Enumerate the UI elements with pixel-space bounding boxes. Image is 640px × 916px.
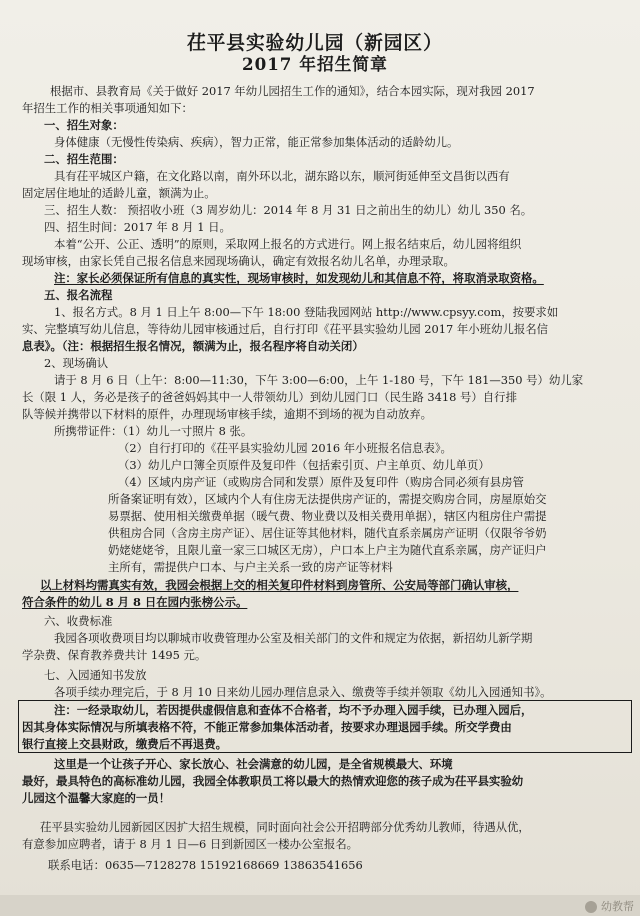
body-line: 请于 8 月 6 日（上午：8:00—11:30，下午 3:00—6:00，上午 1-180 号，下午 181—350 号）幼儿家 [54, 373, 584, 387]
body-line: 具有茌平城区户籍，在文化路以南，南外环以北，湖东路以东，顺河街延伸至文昌街以西有 [54, 169, 510, 183]
contact-phones: 联系电话：0635—7128278 15192168669 13863541656 [48, 858, 363, 872]
body-line: 我园各项收费项目均以聊城市收费管理办公室及相关部门的文件和规定为依据，新招幼儿新学期 [54, 631, 533, 645]
closing-line: 这里是一个让孩子开心、家长放心、社会满意的幼儿园，是全省规模最大、环境 [54, 757, 453, 771]
section-heading-2: 二、招生范围： [44, 152, 124, 166]
verification-line: 以上材料均需真实有效，我园会根据上交的相关复印件材料到房管所、公安局等部门确认审核， [40, 578, 519, 592]
body-line: 固定居住地址的适龄儿童，额满为止。 [22, 186, 216, 200]
notice-box-line: 注：一经录取幼儿，若因提供虚假信息和查体不合格者，均不予办理入园手续，已办理入园后， [54, 703, 533, 717]
body-line: 1、报名方式。8 月 1 日上午 8:00—下午 18:00 登陆我园网站 http://www.cpsyy.com，按要求如 [54, 305, 559, 319]
intro-line-1: 根据市、县教育局《关于做好 2017 年幼儿园招生工作的通知》，结合本园实际，现对我园 2017 [50, 84, 535, 98]
section-heading-6: 六、收费标准 [44, 614, 113, 628]
body-line: 实、完整填写幼儿信息，等待幼儿园审核通过后，自行打印《茌平县实验幼儿园 2017 年小班幼儿报名信 [22, 322, 549, 336]
section-heading-3: 三、招生人数： 预招收小班（3 周岁幼儿：2014 年 8 月 31 日之前出生的幼儿）幼儿 350 名。 [44, 203, 533, 217]
body-line: 身体健康（无慢性传染病、疾病），智力正常，能正常参加集体活动的适龄幼儿。 [54, 135, 459, 149]
section-heading-1: 一、招生对象： [44, 118, 124, 132]
materials-line: 主所有，需提供户口本、与户主关系一致的房产证等材料 [108, 560, 393, 574]
document-subtitle: 2017 年招生简章 [241, 55, 388, 75]
materials-line: （3）幼儿户口簿全页原件及复印件（包括索引页、户主单页、幼儿单页） [118, 458, 490, 472]
materials-line: 易票据、使用相关缴费单据（暖气费、物业费以及相关费用单据），辖区内租房住户需提 [108, 509, 547, 523]
materials-line: 奶姥姥姥爷，且限儿童一家三口城区无房），户口本上户主为随代直系亲属，房产证归户 [108, 543, 547, 557]
materials-line: 所备案证明有效），区域内个人有住房无法提供房产证的，需提交购房合同，房屋原始交 [108, 492, 547, 506]
recruitment-line: 有意参加应聘者，请于 8 月 1 日—6 日到新园区一楼办公室报名。 [22, 837, 359, 851]
materials-line: （2）自行打印的《茌平县实验幼儿园 2016 年小班报名信息表》。 [118, 441, 452, 455]
section-heading-5: 五、报名流程 [44, 288, 113, 302]
closing-line: 最好，最具特色的高标准幼儿园，我园全体教职员工将以最大的热情欢迎您的孩子成为茌平县实验幼 [22, 774, 524, 788]
watermark-logo-icon [585, 901, 597, 913]
closing-line: 儿园这个温馨大家庭的一员！ [22, 791, 171, 805]
body-line: 各项手续办理完后，于 8 月 10 日来幼儿园办理信息录入、缴费等手续并领取《幼儿入园通知书》。 [54, 685, 552, 699]
watermark-text: 幼教帮 [601, 900, 634, 913]
section-heading-7: 七、入园通知书发放 [44, 668, 147, 682]
subheading: 2、现场确认 [44, 356, 109, 370]
materials-line: （4）区域内房产证（或购房合同和发票）原件及复印件（购房合同必须有县房管 [118, 475, 524, 489]
notice-line: 注：家长必须保证所有信息的真实性，现场审核时，如发现幼儿和其信息不符，将取消录取资格。 [54, 271, 544, 285]
watermark [585, 898, 634, 914]
notice-box-line: 银行直接上交县财政，缴费后不再退费。 [22, 737, 228, 751]
body-line: 队等候并携带以下材料的原件，办理现场审核手续，逾期不到场的视为自动放弃。 [22, 407, 433, 421]
document-title: 茌平县实验幼儿园（新园区） [186, 32, 443, 54]
recruitment-line: 茌平县实验幼儿园新园区因扩大招生规模，同时面向社会公开招聘部分优秀幼儿教师，待遇从优， [40, 820, 530, 834]
body-line: 息表》。（注：根据招生报名情况，额满为止，报名程序将自动关闭） [22, 339, 364, 353]
body-line: 现场审核，由家长凭自己报名信息来园现场确认，确定有效报名幼儿名单，办理录取。 [22, 254, 455, 268]
notice-box-line: 因其身体实际情况与所填表格不符，不能正常参加集体活动者，按要求办理退园手续。所交学费由 [22, 720, 512, 734]
section-heading-4: 四、招生时间：2017 年 8 月 1 日。 [44, 220, 231, 234]
footer-bar [0, 895, 640, 916]
body-line: 长（限 1 人，务必是孩子的爸爸妈妈其中一人带领幼儿）到幼儿园门口（民生路 3418 号）自行排 [22, 390, 517, 404]
body-line: 本着“公开、公正、透明”的原则，采取网上报名的方式进行。网上报名结束后，幼儿园将组织 [54, 237, 522, 251]
verification-line: 符合条件的幼儿 8 月 8 日在园内张榜公示。 [22, 595, 248, 609]
materials-line: 供租房合同（含房主房产证）、居住证等其他材料，随代直系亲属房产证明（仅限爷爷奶 [108, 526, 547, 540]
body-line: 学杂费、保育教养费共计 1495 元。 [22, 648, 207, 662]
intro-line-2: 年招生工作的相关事项通知如下： [22, 101, 193, 115]
materials-line: 所携带证件：（1）幼儿一寸照片 8 张。 [54, 424, 253, 438]
